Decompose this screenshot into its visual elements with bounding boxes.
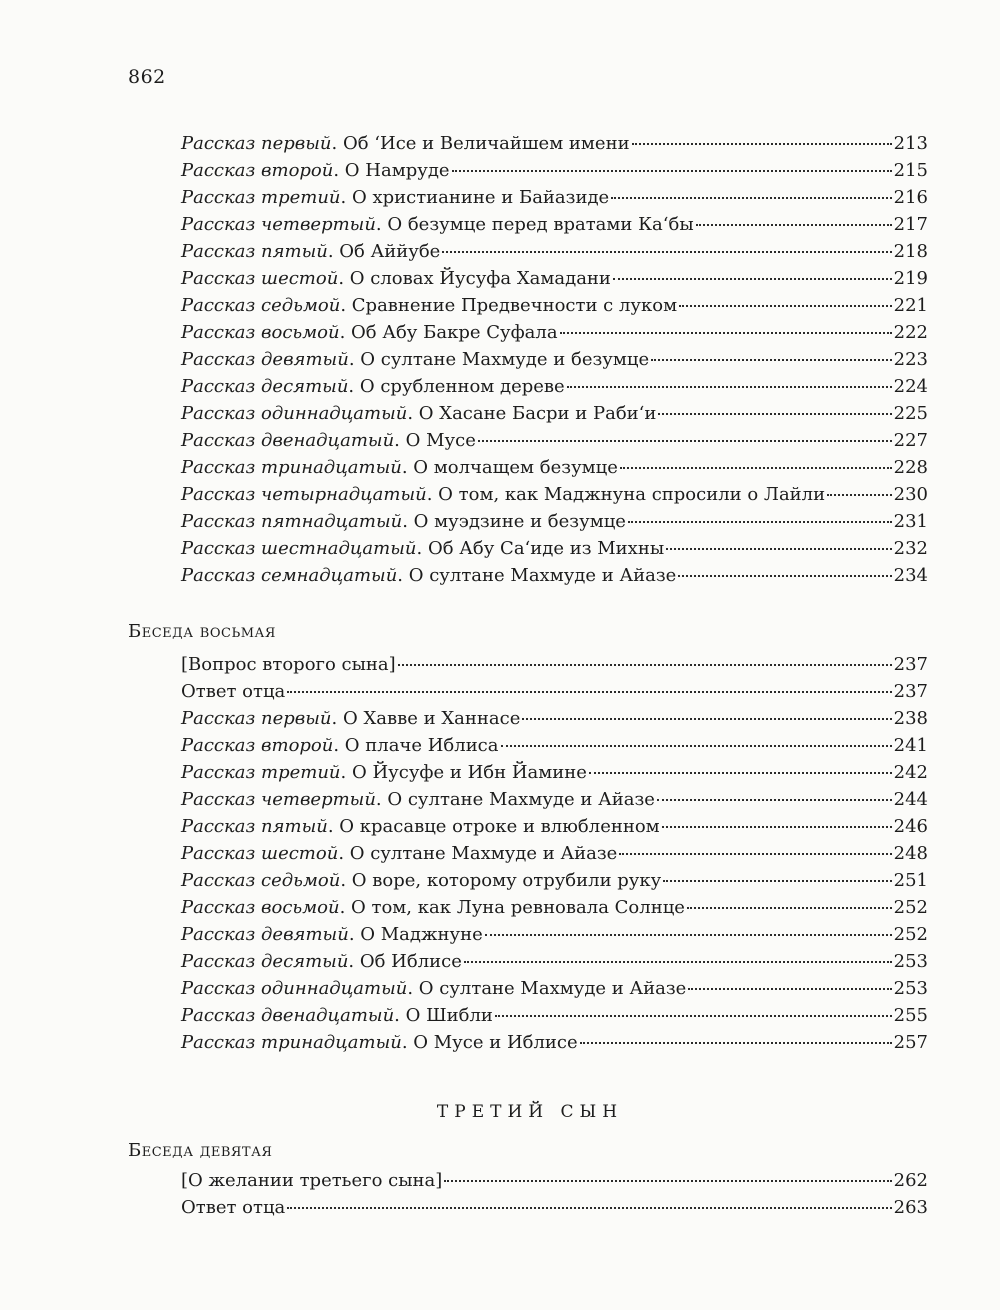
leader-dots — [632, 143, 892, 145]
toc-entry-label: Рассказ десятый — [181, 951, 349, 972]
section-heading-8: Беседа восьмая — [128, 621, 276, 642]
toc-entry-page: 227 — [893, 430, 928, 451]
leader-dots — [666, 548, 891, 550]
toc-entry-label: Рассказ третий — [181, 187, 341, 208]
toc-entry-text: . Об Абу Са‘иде из Михны — [416, 538, 665, 559]
toc-entry-text: . О султане Махмуде и Айазе — [397, 565, 677, 586]
toc-entry-title — [181, 346, 649, 373]
toc-entry — [181, 759, 928, 786]
toc-entry-label: Рассказ шестой — [181, 268, 339, 289]
toc-entry-page: 215 — [893, 160, 928, 181]
toc-entry — [181, 813, 928, 840]
toc-entry — [181, 894, 928, 921]
leader-dots — [495, 1015, 892, 1017]
toc-entry-label: Рассказ четвертый — [181, 789, 376, 810]
leader-dots — [658, 413, 891, 415]
toc-entry-page: 234 — [893, 565, 928, 586]
toc-entry-label: Рассказ одиннадцатый — [181, 403, 408, 424]
toc-entry-label: Рассказ семнадцатый — [181, 565, 398, 586]
toc-entry-title — [181, 373, 565, 400]
toc-entry-page: 232 — [893, 538, 928, 559]
toc-entry-label: Рассказ двенадцатый — [181, 1005, 395, 1026]
leader-dots — [485, 934, 892, 936]
toc-entry-text: . О Мусе и Иблисе — [401, 1032, 578, 1053]
toc-entry-title — [181, 508, 626, 535]
toc-entry-title — [181, 292, 677, 319]
toc-entry-title — [181, 678, 285, 705]
toc-entry-title — [181, 705, 520, 732]
leader-dots — [444, 1180, 891, 1182]
toc-entry-text: . О срубленном дереве — [348, 376, 565, 397]
toc-entry — [181, 454, 928, 481]
toc-entry-label: Рассказ шестой — [181, 843, 339, 864]
toc-entry-page: 262 — [893, 1170, 928, 1191]
toc-entry — [181, 535, 928, 562]
toc-entry-page: 224 — [893, 376, 928, 397]
part-title: ТРЕТИЙ СЫН — [436, 1102, 624, 1122]
toc-entry — [181, 1167, 928, 1194]
toc-entry — [181, 373, 928, 400]
toc-entry-title — [181, 1194, 285, 1221]
toc-entry-page: 242 — [893, 762, 928, 783]
toc-entry-title — [181, 651, 396, 678]
toc-entry-title — [181, 867, 661, 894]
toc-section-2 — [0, 651, 1000, 1056]
leader-dots — [827, 494, 892, 496]
toc-entry-page: 237 — [893, 654, 928, 675]
toc-entry-label: Рассказ девятый — [181, 349, 349, 370]
leader-dots — [442, 251, 891, 253]
toc-entry-page: 221 — [893, 295, 928, 316]
leader-dots — [628, 521, 892, 523]
toc-entry — [181, 157, 928, 184]
toc-entry-text: . Сравнение Предвечности с луком — [340, 295, 678, 316]
toc-entry — [181, 184, 928, 211]
leader-dots — [620, 467, 892, 469]
toc-entry-title — [181, 265, 611, 292]
toc-entry-page: 218 — [893, 241, 928, 262]
toc-entry-label: Рассказ четвертый — [181, 214, 376, 235]
toc-entry-label: Рассказ восьмой — [181, 897, 340, 918]
toc-entry — [181, 840, 928, 867]
toc-entry-label: Рассказ тринадцатый — [181, 457, 402, 478]
toc-entry-label: Рассказ девятый — [181, 924, 349, 945]
toc-entry — [181, 400, 928, 427]
toc-entry — [181, 867, 928, 894]
toc-entry-title — [181, 786, 655, 813]
toc-entry-text: . О Хавве и Ханнасе — [331, 708, 521, 729]
leader-dots — [688, 988, 891, 990]
toc-entry-title — [181, 454, 618, 481]
toc-entry-page: 213 — [893, 133, 928, 154]
toc-entry — [181, 292, 928, 319]
toc-entry-text: . Об Абу Бакре Суфала — [339, 322, 558, 343]
toc-entry-label: Рассказ пятый — [181, 241, 328, 262]
toc-entry-title — [181, 732, 499, 759]
toc-entry-page: 244 — [893, 789, 928, 810]
toc-entry — [181, 346, 928, 373]
toc-entry-page: 217 — [893, 214, 928, 235]
toc-entry — [181, 238, 928, 265]
leader-dots — [567, 386, 892, 388]
toc-section-1 — [0, 130, 1000, 589]
toc-entry-title — [181, 535, 664, 562]
toc-entry — [181, 975, 928, 1002]
toc-entry-title — [181, 921, 483, 948]
toc-entry-text: . О Хасане Басри и Раби‘и — [407, 403, 657, 424]
leader-dots — [687, 907, 892, 909]
toc-entry-title — [181, 813, 660, 840]
leader-dots — [560, 332, 892, 334]
toc-entry-label: Рассказ второй — [181, 735, 334, 756]
toc-entry-title — [181, 211, 694, 238]
toc-entry-label: Рассказ шестнадцатый — [181, 538, 417, 559]
toc-entry-page: 255 — [893, 1005, 928, 1026]
page-number: 862 — [128, 66, 166, 88]
toc-entry-text: . О Маджнуне — [348, 924, 483, 945]
toc-entry-title — [181, 481, 825, 508]
leader-dots — [478, 440, 892, 442]
toc-entry-title — [181, 1167, 442, 1194]
section-heading-9: Беседа девятая — [128, 1140, 273, 1161]
leader-dots — [662, 826, 892, 828]
leader-dots — [657, 799, 892, 801]
leader-dots — [452, 170, 892, 172]
toc-entry — [181, 705, 928, 732]
toc-entry-text: . О словах Йусуфа Хамадани — [338, 268, 611, 289]
toc-entry — [181, 508, 928, 535]
toc-entry-text: . О султане Махмуде и Айазе — [338, 843, 618, 864]
toc-entry-page: 223 — [893, 349, 928, 370]
toc-entry-title — [181, 319, 558, 346]
toc-entry-title — [181, 400, 656, 427]
toc-entry-page: 237 — [893, 681, 928, 702]
toc-entry-page: 257 — [893, 1032, 928, 1053]
toc-entry — [181, 1194, 928, 1221]
toc-entry-page: 253 — [893, 978, 928, 999]
toc-entry — [181, 130, 928, 157]
toc-entry-text: . О плаче Иблиса — [333, 735, 499, 756]
leader-dots — [619, 853, 891, 855]
toc-entry-title — [181, 894, 685, 921]
toc-entry-title — [181, 840, 617, 867]
toc-entry — [181, 319, 928, 346]
toc-entry — [181, 1002, 928, 1029]
toc-entry — [181, 481, 928, 508]
toc-entry — [181, 786, 928, 813]
toc-entry-label: Рассказ первый — [181, 708, 332, 729]
toc-entry-page: 216 — [893, 187, 928, 208]
toc-entry-page: 252 — [893, 924, 928, 945]
toc-entry — [181, 427, 928, 454]
toc-entry-label: Рассказ восьмой — [181, 322, 340, 343]
toc-entry-text: . Об ‘Исе и Величайшем имени — [331, 133, 630, 154]
toc-entry-label: Рассказ пятнадцатый — [181, 511, 403, 532]
toc-entry-text: . О Мусе — [394, 430, 476, 451]
toc-entry-text: [О желании третьего сына] — [181, 1170, 443, 1191]
toc-entry-page: 246 — [893, 816, 928, 837]
toc-entry-text: . О безумце перед вратами Ка‘бы — [375, 214, 694, 235]
toc-entry-title — [181, 975, 686, 1002]
toc-entry-label: Рассказ пятый — [181, 816, 328, 837]
toc-entry — [181, 1029, 928, 1056]
leader-dots — [501, 745, 892, 747]
leader-dots — [696, 224, 892, 226]
toc-entry-label: Рассказ седьмой — [181, 295, 341, 316]
toc-entry-page: 228 — [893, 457, 928, 478]
leader-dots — [589, 772, 892, 774]
toc-entry-page: 225 — [893, 403, 928, 424]
toc-entry-text: . О муэдзине и безумце — [402, 511, 626, 532]
leader-dots — [613, 278, 892, 280]
toc-entry — [181, 562, 928, 589]
toc-entry-text: . О Йусуфе и Ибн Йамине — [340, 762, 587, 783]
toc-entry-text: . О воре, которому отрубили руку — [340, 870, 662, 891]
toc-entry — [181, 265, 928, 292]
toc-entry-label: Рассказ десятый — [181, 376, 349, 397]
toc-entry-text: . О султане Махмуде и безумце — [348, 349, 650, 370]
toc-entry-text: . О красавце отроке и влюбленном — [327, 816, 660, 837]
toc-entry — [181, 948, 928, 975]
toc-section-3 — [0, 1167, 1000, 1221]
leader-dots — [663, 880, 891, 882]
leader-dots — [611, 197, 891, 199]
toc-entry-text: . О том, как Луна ревновала Солнце — [339, 897, 685, 918]
toc-entry-page: 248 — [893, 843, 928, 864]
toc-entry-page: 252 — [893, 897, 928, 918]
leader-dots — [678, 575, 891, 577]
toc-entry-label: Рассказ первый — [181, 133, 332, 154]
leader-dots — [287, 1207, 891, 1209]
toc-entry-label: Рассказ второй — [181, 160, 334, 181]
toc-entry-page: 222 — [893, 322, 928, 343]
toc-entry-page: 251 — [893, 870, 928, 891]
toc-entry-text: . О Шибли — [394, 1005, 493, 1026]
toc-entry-label: Рассказ седьмой — [181, 870, 341, 891]
leader-dots — [651, 359, 892, 361]
leader-dots — [398, 664, 892, 666]
toc-entry-title — [181, 130, 630, 157]
toc-entry-label: Рассказ четырнадцатый — [181, 484, 427, 505]
toc-entry-title — [181, 157, 450, 184]
toc-entry-text: [Вопрос второго сына] — [181, 654, 396, 675]
toc-entry-text: Ответ отца — [181, 681, 286, 702]
toc-entry — [181, 651, 928, 678]
toc-entry — [181, 678, 928, 705]
toc-entry-text: . Об Иблисе — [348, 951, 462, 972]
leader-dots — [679, 305, 892, 307]
toc-entry-page: 231 — [893, 511, 928, 532]
toc-entry-title — [181, 238, 440, 265]
leader-dots — [580, 1042, 892, 1044]
toc-entry-label: Рассказ третий — [181, 762, 341, 783]
toc-entry-title — [181, 1002, 493, 1029]
toc-entry-text: . О молчащем безумце — [401, 457, 618, 478]
toc-entry-page: 253 — [893, 951, 928, 972]
toc-entry-title — [181, 562, 676, 589]
toc-entry — [181, 732, 928, 759]
toc-entry-page: 219 — [893, 268, 928, 289]
toc-entry-title — [181, 948, 462, 975]
toc-entry — [181, 921, 928, 948]
toc-entry-title — [181, 427, 476, 454]
toc-entry-text: . Об Аййубе — [327, 241, 441, 262]
toc-entry-title — [181, 1029, 578, 1056]
toc-entry-page: 263 — [893, 1197, 928, 1218]
leader-dots — [464, 961, 892, 963]
toc-entry — [181, 211, 928, 238]
toc-entry-text: . О христианине и Байазиде — [340, 187, 610, 208]
toc-entry-label: Рассказ двенадцатый — [181, 430, 395, 451]
leader-dots — [287, 691, 891, 693]
toc-entry-label: Рассказ тринадцатый — [181, 1032, 402, 1053]
toc-entry-page: 230 — [893, 484, 928, 505]
toc-entry-title — [181, 759, 587, 786]
toc-entry-page: 241 — [893, 735, 928, 756]
toc-entry-text: . О султане Махмуде и Айазе — [375, 789, 655, 810]
toc-entry-title — [181, 184, 609, 211]
toc-entry-text: Ответ отца — [181, 1197, 286, 1218]
toc-entry-page: 238 — [893, 708, 928, 729]
toc-entry-text: . О том, как Маджнуна спросили о Лайли — [426, 484, 826, 505]
toc-entry-text: . О султане Махмуде и Айазе — [407, 978, 687, 999]
toc-entry-label: Рассказ одиннадцатый — [181, 978, 408, 999]
toc-entry-text: . О Намруде — [333, 160, 450, 181]
leader-dots — [522, 718, 891, 720]
